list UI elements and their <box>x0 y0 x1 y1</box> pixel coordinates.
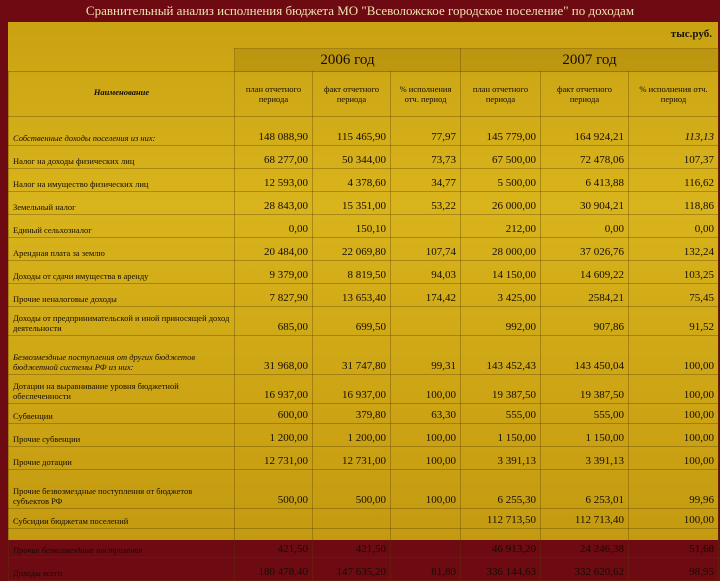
cell-pct-2007: 113,13 <box>629 117 719 146</box>
cell-pct-2006 <box>391 215 461 238</box>
cell-plan-2007: 145 779,00 <box>461 117 541 146</box>
cell-plan-2007: 1 150,00 <box>461 424 541 447</box>
row-label: Прочие субвенции <box>9 424 235 447</box>
row-label: Прочие безвозмездные поступления от бюджетов субъектов РФ <box>9 470 235 509</box>
row-label: Прочие безвозмездные поступления <box>9 529 235 558</box>
cell-pct-2007: 91,52 <box>629 307 719 336</box>
table-row <box>9 529 719 558</box>
cell-pct-2007: 100,00 <box>629 509 719 529</box>
table-row <box>9 375 719 404</box>
cell-plan-2007: 3 425,00 <box>461 284 541 307</box>
year-header-2007: 2007 год <box>461 49 719 72</box>
cell-plan-2007: 5 500,00 <box>461 169 541 192</box>
cell-plan-2007: 112 713,50 <box>461 509 541 529</box>
cell-fact-2006: 13 653,40 <box>313 284 391 307</box>
cell-fact-2007: 30 904,21 <box>541 192 629 215</box>
row-label: Собственные доходы поселения из них: <box>9 117 235 146</box>
cell-plan-2006: 148 088,90 <box>235 117 313 146</box>
cell-fact-2007: 6 253,01 <box>541 470 629 509</box>
cell-plan-2006 <box>235 509 313 529</box>
cell-plan-2006: 16 937,00 <box>235 375 313 404</box>
cell-plan-2007: 19 387,50 <box>461 375 541 404</box>
cell-pct-2007: 107,37 <box>629 146 719 169</box>
cell-pct-2006: 81,80 <box>391 558 461 581</box>
cell-plan-2007: 143 452,43 <box>461 336 541 375</box>
table-row <box>9 284 719 307</box>
row-label: Налог на имущество физических лиц <box>9 169 235 192</box>
row-label: Единый сельхозналог <box>9 215 235 238</box>
cell-plan-2006: 500,00 <box>235 470 313 509</box>
cell-fact-2007: 555,00 <box>541 404 629 424</box>
cell-fact-2007: 37 026,76 <box>541 238 629 261</box>
cell-plan-2007: 28 000,00 <box>461 238 541 261</box>
cell-pct-2006 <box>391 307 461 336</box>
cell-pct-2007: 98,95 <box>629 558 719 581</box>
cell-fact-2007: 1 150,00 <box>541 424 629 447</box>
cell-pct-2006: 53,22 <box>391 192 461 215</box>
cell-fact-2007: 0,00 <box>541 215 629 238</box>
cell-plan-2007: 67 500,00 <box>461 146 541 169</box>
table-row <box>9 146 719 169</box>
cell-fact-2006: 1 200,00 <box>313 424 391 447</box>
cell-plan-2006: 28 843,00 <box>235 192 313 215</box>
col-plan-2006: план отчетного периода <box>235 72 313 117</box>
cell-pct-2007: 100,00 <box>629 447 719 470</box>
table-row <box>9 424 719 447</box>
cell-fact-2007: 72 478,06 <box>541 146 629 169</box>
cell-pct-2006: 100,00 <box>391 424 461 447</box>
cell-plan-2006: 421,50 <box>235 529 313 558</box>
cell-plan-2006: 12 593,00 <box>235 169 313 192</box>
row-label: Прочие дотации <box>9 447 235 470</box>
col-pct-2007: % исполнения отч. период <box>629 72 719 117</box>
cell-pct-2006 <box>391 509 461 529</box>
table-row <box>9 404 719 424</box>
cell-pct-2007: 100,00 <box>629 375 719 404</box>
cell-fact-2006: 15 351,00 <box>313 192 391 215</box>
cell-fact-2007: 14 609,22 <box>541 261 629 284</box>
budget-table <box>8 48 719 581</box>
cell-fact-2007: 24 246,38 <box>541 529 629 558</box>
cell-pct-2006: 107,74 <box>391 238 461 261</box>
cell-plan-2007: 46 913,20 <box>461 529 541 558</box>
cell-fact-2007: 907,86 <box>541 307 629 336</box>
cell-plan-2007: 336 144,63 <box>461 558 541 581</box>
year-header-2006: 2006 год <box>235 49 461 72</box>
row-label: Доходы от предпринимательской и иной приносящей доход деятельности <box>9 307 235 336</box>
cell-fact-2006: 699,50 <box>313 307 391 336</box>
row-label: Арендная плата за землю <box>9 238 235 261</box>
col-plan-2007: план отчетного периода <box>461 72 541 117</box>
cell-fact-2007: 6 413,88 <box>541 169 629 192</box>
table-row <box>9 169 719 192</box>
cell-plan-2006: 685,00 <box>235 307 313 336</box>
cell-pct-2007: 116,62 <box>629 169 719 192</box>
cell-fact-2007: 164 924,21 <box>541 117 629 146</box>
cell-pct-2007: 132,24 <box>629 238 719 261</box>
row-label: Субвенции <box>9 404 235 424</box>
row-label: Доходы от сдачи имущества в аренду <box>9 261 235 284</box>
slide-body <box>8 22 718 578</box>
slide-title: Сравнительный анализ исполнения бюджета МО "Всеволожское городское поселение" по доходам <box>0 0 720 22</box>
cell-plan-2006: 12 731,00 <box>235 447 313 470</box>
cell-pct-2007: 75,45 <box>629 284 719 307</box>
cell-fact-2007: 2584,21 <box>541 284 629 307</box>
cell-fact-2007: 332 620,62 <box>541 558 629 581</box>
row-label: Дотации на выравнивание уровня бюджетной обеспеченности <box>9 375 235 404</box>
cell-plan-2007: 555,00 <box>461 404 541 424</box>
cell-plan-2007: 14 150,00 <box>461 261 541 284</box>
table-row <box>9 447 719 470</box>
cell-fact-2007: 112 713,40 <box>541 509 629 529</box>
table-row <box>9 558 719 581</box>
table-row <box>9 261 719 284</box>
cell-plan-2006: 0,00 <box>235 215 313 238</box>
table-row <box>9 509 719 529</box>
cell-fact-2006: 8 819,50 <box>313 261 391 284</box>
table-row <box>9 238 719 261</box>
cell-fact-2006: 31 747,80 <box>313 336 391 375</box>
cell-pct-2007: 100,00 <box>629 404 719 424</box>
cell-pct-2006: 77,97 <box>391 117 461 146</box>
cell-fact-2007: 19 387,50 <box>541 375 629 404</box>
cell-pct-2006: 99,31 <box>391 336 461 375</box>
table-row <box>9 307 719 336</box>
cell-pct-2007: 100,00 <box>629 424 719 447</box>
row-label: Безвозмездные поступления от других бюджетов бюджетной системы РФ из них: <box>9 336 235 375</box>
name-column-header: Наименование <box>9 72 235 117</box>
cell-fact-2006 <box>313 509 391 529</box>
cell-fact-2007: 143 450,04 <box>541 336 629 375</box>
cell-fact-2007: 3 391,13 <box>541 447 629 470</box>
cell-pct-2006: 94,03 <box>391 261 461 284</box>
cell-fact-2006: 115 465,90 <box>313 117 391 146</box>
cell-pct-2006: 73,73 <box>391 146 461 169</box>
table-row <box>9 336 719 375</box>
cell-pct-2006: 174,42 <box>391 284 461 307</box>
cell-plan-2006: 9 379,00 <box>235 261 313 284</box>
cell-fact-2006: 379,80 <box>313 404 391 424</box>
col-fact-2006: факт отчетного периода <box>313 72 391 117</box>
cell-plan-2007: 3 391,13 <box>461 447 541 470</box>
table-row <box>9 192 719 215</box>
cell-plan-2006: 600,00 <box>235 404 313 424</box>
cell-pct-2006 <box>391 529 461 558</box>
cell-plan-2006: 68 277,00 <box>235 146 313 169</box>
row-label: Прочие неналоговые доходы <box>9 284 235 307</box>
cell-fact-2006: 4 378,60 <box>313 169 391 192</box>
row-label: Земельный налог <box>9 192 235 215</box>
cell-plan-2007: 6 255,30 <box>461 470 541 509</box>
cell-pct-2006: 100,00 <box>391 470 461 509</box>
cell-fact-2006: 150,10 <box>313 215 391 238</box>
cell-plan-2006: 20 484,00 <box>235 238 313 261</box>
cell-pct-2007: 100,00 <box>629 336 719 375</box>
cell-pct-2007: 0,00 <box>629 215 719 238</box>
cell-pct-2007: 103,25 <box>629 261 719 284</box>
cell-plan-2006: 31 968,00 <box>235 336 313 375</box>
cell-plan-2006: 1 200,00 <box>235 424 313 447</box>
row-label: Субсидии бюджетам поселений <box>9 509 235 529</box>
cell-plan-2007: 992,00 <box>461 307 541 336</box>
table-row <box>9 117 719 146</box>
units-label: тыс.руб. <box>670 28 712 40</box>
cell-fact-2006: 500,00 <box>313 470 391 509</box>
cell-fact-2006: 421,50 <box>313 529 391 558</box>
row-label: Налог на доходы физических лиц <box>9 146 235 169</box>
col-pct-2006: % исполнения отч. период <box>391 72 461 117</box>
col-fact-2007: факт отчетного периода <box>541 72 629 117</box>
table-body <box>9 117 719 581</box>
cell-fact-2006: 12 731,00 <box>313 447 391 470</box>
cell-plan-2006: 180 478,40 <box>235 558 313 581</box>
cell-pct-2006: 100,00 <box>391 375 461 404</box>
cell-pct-2007: 118,86 <box>629 192 719 215</box>
cell-pct-2006: 63,30 <box>391 404 461 424</box>
cell-pct-2007: 99,96 <box>629 470 719 509</box>
cell-fact-2006: 22 069,80 <box>313 238 391 261</box>
cell-plan-2007: 212,00 <box>461 215 541 238</box>
cell-fact-2006: 50 344,00 <box>313 146 391 169</box>
cell-fact-2006: 16 937,00 <box>313 375 391 404</box>
cell-pct-2006: 34,77 <box>391 169 461 192</box>
table-row <box>9 215 719 238</box>
cell-plan-2007: 26 000,00 <box>461 192 541 215</box>
cell-fact-2006: 147 635,20 <box>313 558 391 581</box>
row-label: Доходы всего <box>9 558 235 581</box>
cell-pct-2006: 100,00 <box>391 447 461 470</box>
corner-cell <box>9 49 235 72</box>
table-row <box>9 470 719 509</box>
cell-plan-2006: 7 827,90 <box>235 284 313 307</box>
cell-pct-2007: 51,68 <box>629 529 719 558</box>
